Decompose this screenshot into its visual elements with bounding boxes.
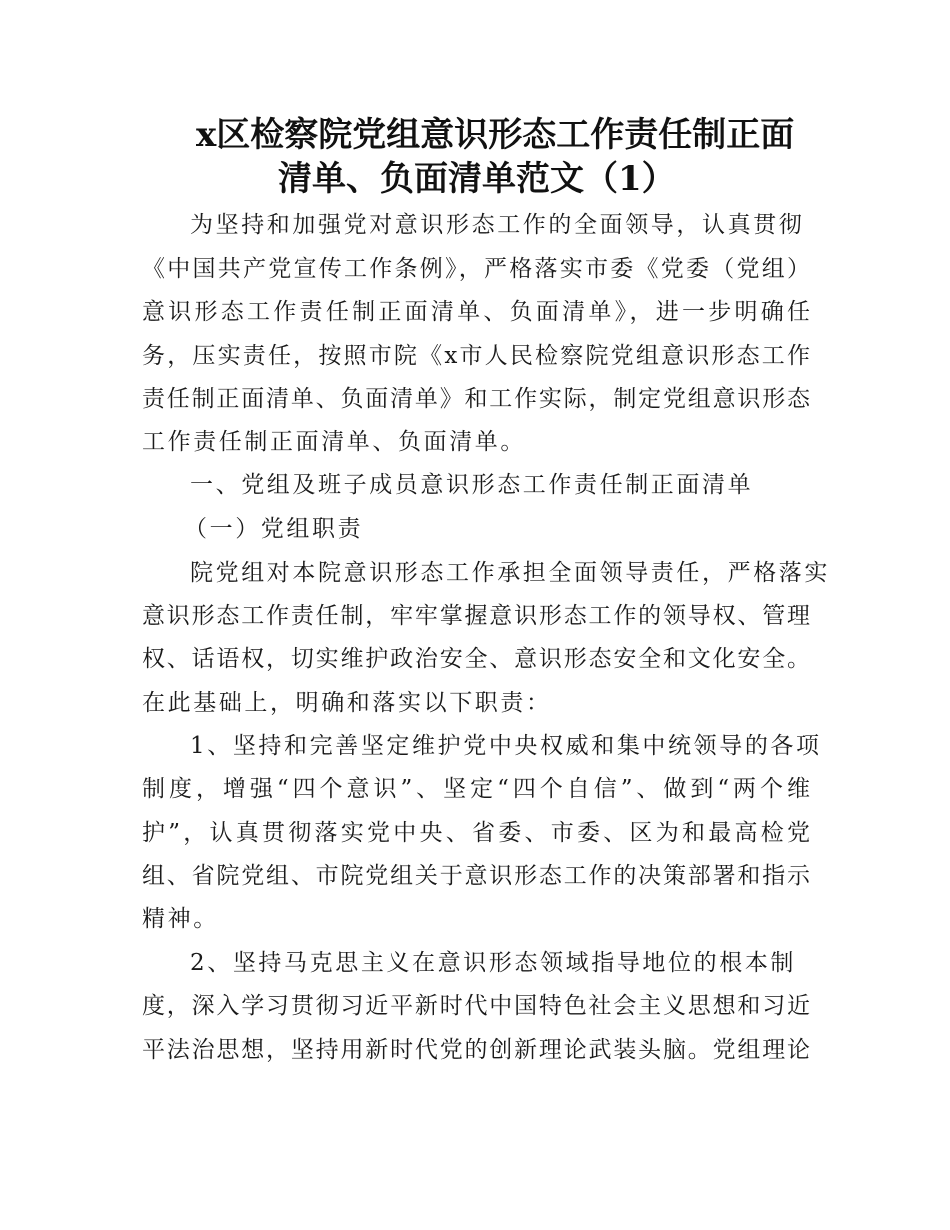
document-title-line-2: 清单、负面清单范文（1） <box>278 159 676 199</box>
body-line-12: 在此基础上，明确和落实以下职责： <box>142 690 552 716</box>
body-line-1: 为坚持和加强党对意识形态工作的全面领导，认真贯彻 <box>190 212 805 238</box>
body-line-13: 1、坚持和完善坚定维护党中央权威和集中统领导的各项 <box>190 733 822 759</box>
body-line-2: 《中国共产党宣传工作条例》，严格落实市委《党委（党组） <box>142 256 810 282</box>
body-line-10: 意识形态工作责任制，牢牢掌握意识形态工作的领导权、管理 <box>142 603 810 629</box>
body-line-18: 2、坚持马克思主义在意识形态领域指导地位的根本制 <box>190 950 797 976</box>
body-line-9: 院党组对本院意识形态工作承担全面领导责任，严格落实 <box>190 560 830 586</box>
body-line-14: 制度，增强“四个意识”、坚定“四个自信”、做到“两个维 <box>142 776 810 802</box>
body-line-11: 权、话语权，切实维护政治安全、意识形态安全和文化安全。 <box>142 646 810 672</box>
body-line-6: 工作责任制正面清单、负面清单。 <box>142 429 526 455</box>
body-line-3: 意识形态工作责任制正面清单、负面清单》，进一步明确任 <box>142 299 810 325</box>
subsection-heading-1: （一）党组职责 <box>184 516 364 542</box>
body-line-19: 度，深入学习贯彻习近平新时代中国特色社会主义思想和习近 <box>142 993 810 1019</box>
body-line-4: 务，压实责任，按照市院《x市人民检察院党组意识形态工作 <box>142 343 810 369</box>
body-line-17: 精神。 <box>142 906 219 932</box>
body-line-16: 组、省院党组、市院党组关于意识形态工作的决策部署和指示 <box>142 863 810 889</box>
body-line-20: 平法治思想，坚持用新时代党的创新理论武装头脑。党组理论 <box>142 1037 810 1063</box>
document-title-line-1: x区检察院党组意识形态工作责任制正面 <box>196 115 795 155</box>
body-line-5: 责任制正面清单、负面清单》和工作实际，制定党组意识形态 <box>142 386 810 412</box>
body-line-15: 护”，认真贯彻落实党中央、省委、市委、区为和最高检党 <box>142 820 810 846</box>
section-heading-1: 一、党组及班子成员意识形态工作责任制正面清单 <box>190 472 754 498</box>
